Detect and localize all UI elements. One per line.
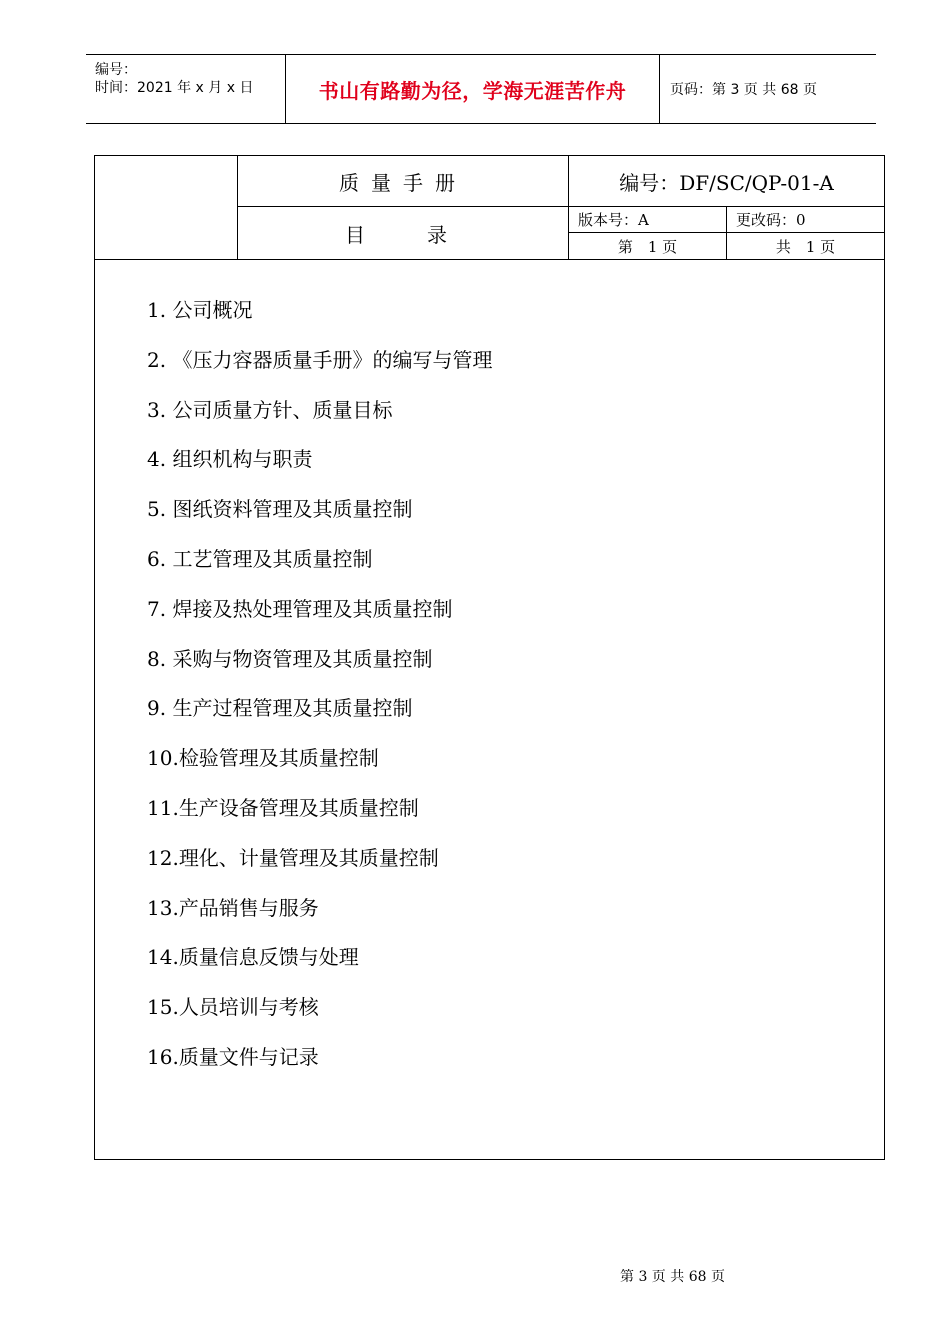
document-header-table xyxy=(95,156,884,260)
version-number: 版本号：A xyxy=(569,207,727,233)
toc-item[interactable]: 15.人员培训与考核 xyxy=(147,995,319,1020)
toc-item[interactable]: 3. 公司质量方针、质量目标 xyxy=(147,397,393,422)
toc-item[interactable]: 5. 图纸资料管理及其质量控制 xyxy=(147,497,413,522)
toc-item[interactable]: 13.产品销售与服务 xyxy=(147,895,319,920)
document-title: 质量手册 xyxy=(238,156,569,207)
top-header xyxy=(86,54,876,124)
page-footer: 第 3 页 共 68 页 xyxy=(620,1269,725,1285)
document-code: 编号：DF/SC/QP-01-A xyxy=(569,156,884,207)
toc-item[interactable]: 2. 《压力容器质量手册》的编写与管理 xyxy=(147,347,493,372)
change-code: 更改码：0 xyxy=(727,207,884,233)
toc-item[interactable]: 9. 生产过程管理及其质量控制 xyxy=(147,696,413,721)
toc-item[interactable]: 10.检验管理及其质量控制 xyxy=(147,746,379,771)
toc-item[interactable]: 6. 工艺管理及其质量控制 xyxy=(147,546,373,571)
page-number: 第 1 页 xyxy=(569,233,727,259)
total-pages: 共 1 页 xyxy=(775,237,836,256)
page-info: 页码：第 3 页 共 68 页 xyxy=(670,82,817,98)
toc-item[interactable]: 11.生产设备管理及其质量控制 xyxy=(147,795,419,820)
table-of-contents xyxy=(147,294,492,1091)
toc-item[interactable]: 8. 采购与物资管理及其质量控制 xyxy=(147,646,433,671)
motto: 书山有路勤为径，学海无涯苦作舟 xyxy=(286,55,660,123)
toc-item[interactable]: 1. 公司概况 xyxy=(147,298,253,322)
time-label: 时间：2021 年 x 月 x 日 xyxy=(95,80,254,96)
toc-item[interactable]: 12.理化、计量管理及其质量控制 xyxy=(147,845,439,870)
toc-item[interactable]: 16.质量文件与记录 xyxy=(147,1044,319,1069)
doc-meta xyxy=(86,55,286,123)
number-label: 编号： xyxy=(95,62,137,78)
logo-cell xyxy=(95,156,238,259)
toc-item[interactable]: 14.质量信息反馈与处理 xyxy=(147,945,359,970)
document-frame xyxy=(94,155,885,1160)
toc-item[interactable]: 7. 焊接及热处理管理及其质量控制 xyxy=(147,596,453,621)
document-subtitle: 目录 xyxy=(238,207,569,259)
toc-item[interactable]: 4. 组织机构与职责 xyxy=(147,447,313,472)
